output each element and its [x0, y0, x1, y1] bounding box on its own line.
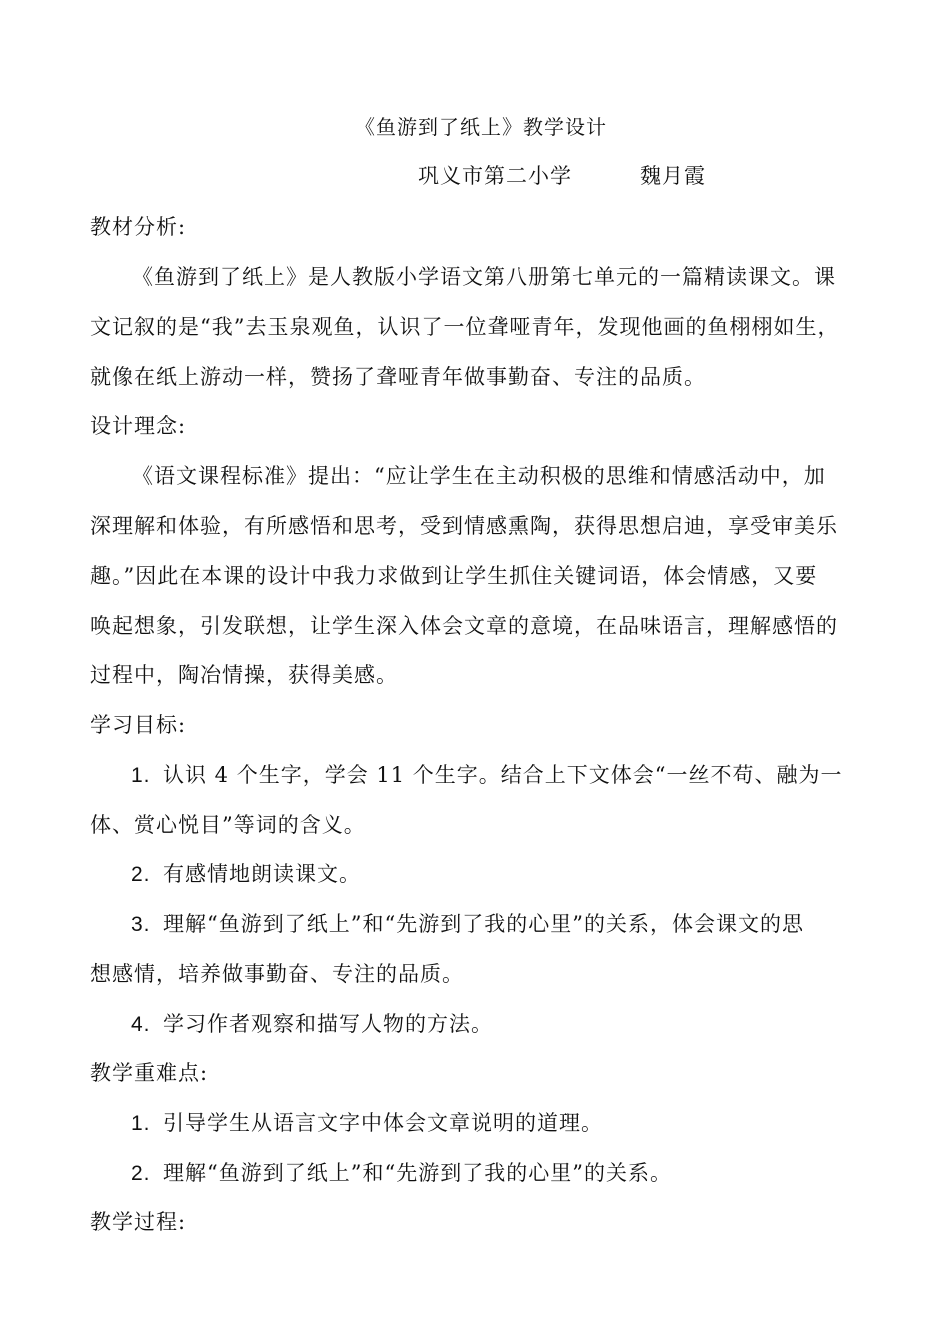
document-title: 《鱼游到了纸上》教学设计	[355, 115, 607, 139]
goal-item	[131, 859, 361, 890]
goal-number: 3.	[131, 913, 151, 936]
paragraph-line: 就像在纸上游动一样，赞扬了聋哑青年做事勤奋、专注的品质。	[90, 365, 706, 389]
paragraph-line: 深理解和体验，有所感悟和思考，受到情感熏陶，获得思想启迪，享受审美乐	[90, 514, 838, 538]
section-heading-process: 教学过程:	[90, 1210, 187, 1234]
goal-item	[131, 760, 843, 791]
key-point-number: 2.	[131, 1162, 151, 1185]
goal-number: 2.	[131, 863, 151, 886]
goal-text-continued: 想感情，培养做事勤奋、专注的品质。	[90, 962, 464, 986]
section-heading-learning-goals: 学习目标:	[90, 713, 187, 737]
goal-number: 4.	[131, 1013, 151, 1036]
goal-text: 有感情地朗读课文。	[163, 862, 361, 886]
goal-number: 1.	[131, 764, 151, 787]
key-point-number: 1.	[131, 1112, 151, 1135]
key-point-item	[131, 1108, 603, 1139]
section-heading-material-analysis: 教材分析:	[90, 215, 187, 239]
paragraph-line: 趣。”因此在本课的设计中我力求做到让学生抓住关键词语，体会情感，又要	[90, 564, 818, 588]
paragraph-line: 《鱼游到了纸上》是人教版小学语文第八册第七单元的一篇精读课文。课	[132, 265, 836, 289]
paragraph-line: 《语文课程标准》提出：“应让学生在主动积极的思维和情感活动中，加	[132, 464, 826, 488]
goal-text: 认识 4 个生字，学会 11 个生字。结合上下文体会“一丝不苟、融为一	[163, 763, 843, 787]
paragraph-line: 唤起想象，引发联想，让学生深入体会文章的意境，在品味语言，理解感悟的	[90, 614, 838, 638]
paragraph-line: 过程中，陶冶情操，获得美感。	[90, 663, 398, 687]
section-heading-key-points: 教学重难点:	[90, 1061, 209, 1085]
paragraph-line: 文记叙的是“我”去玉泉观鱼，认识了一位聋哑青年，发现他画的鱼栩栩如生，	[90, 315, 840, 339]
goal-item	[131, 1009, 493, 1040]
author-school: 巩义市第二小学	[418, 164, 572, 188]
key-point-text: 理解“鱼游到了纸上”和“先游到了我的心里”的关系。	[163, 1161, 672, 1185]
author-name: 魏月霞	[640, 164, 706, 188]
key-point-text: 引导学生从语言文字中体会文章说明的道理。	[163, 1111, 603, 1135]
goal-text-continued: 体、赏心悦目”等词的含义。	[90, 813, 366, 837]
goal-text: 学习作者观察和描写人物的方法。	[163, 1012, 493, 1036]
goal-text: 理解“鱼游到了纸上”和“先游到了我的心里”的关系，体会课文的思	[163, 912, 804, 936]
key-point-item	[131, 1158, 672, 1189]
goal-item	[131, 909, 804, 940]
section-heading-design-concept: 设计理念:	[90, 414, 187, 438]
